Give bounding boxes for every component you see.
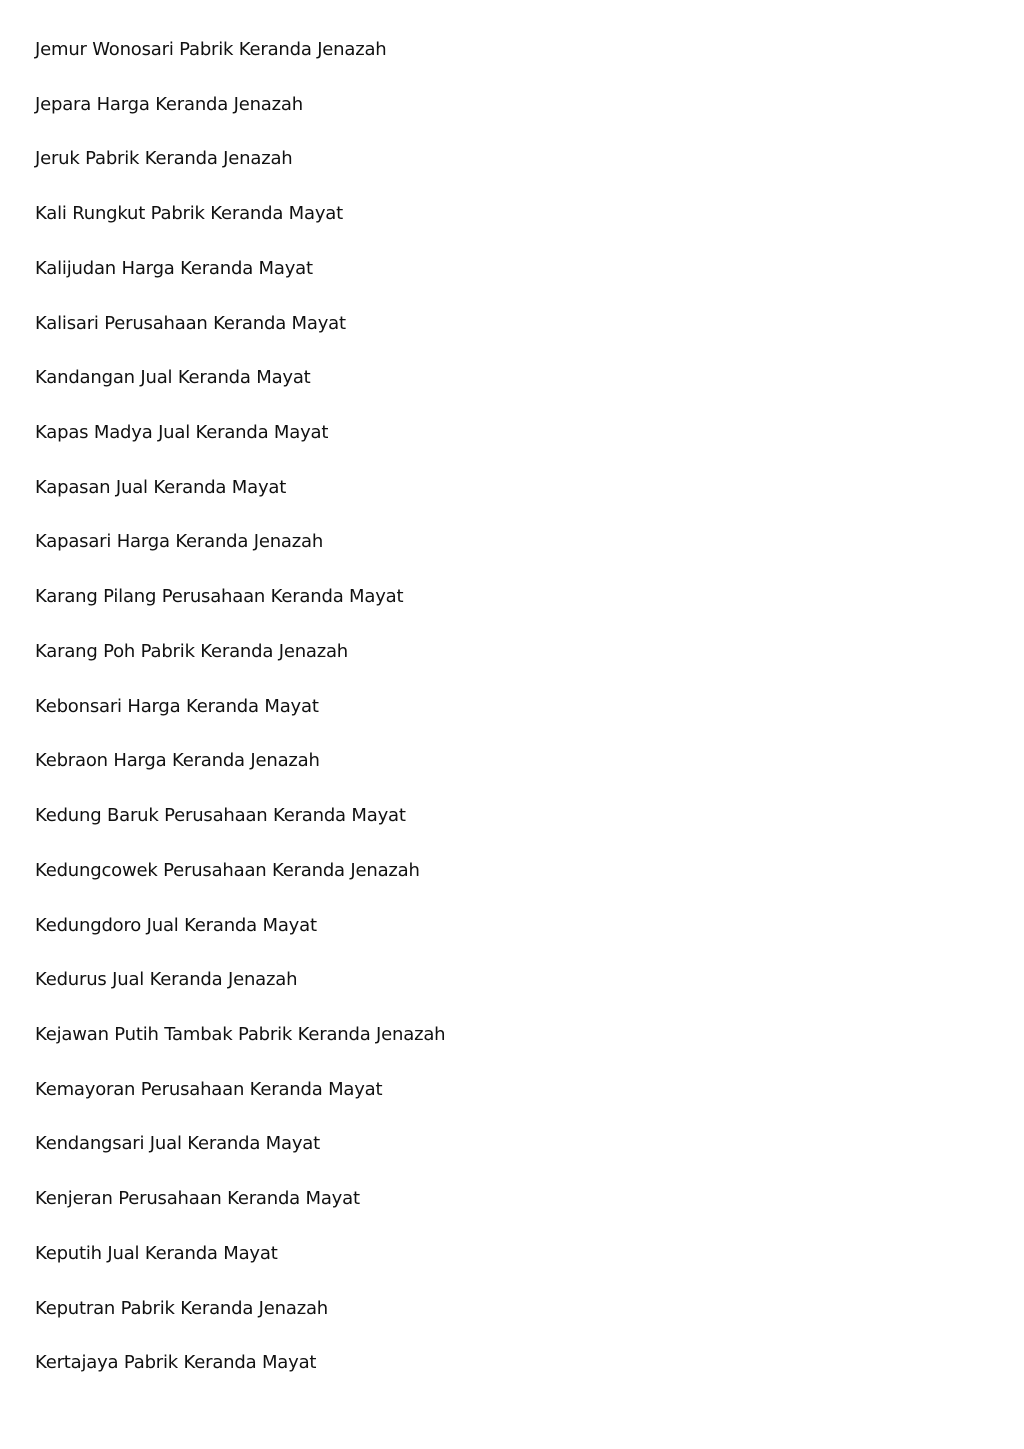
list-item: Kenjeran Perusahaan Keranda Mayat (35, 1188, 360, 1210)
list-item: Kebonsari Harga Keranda Mayat (35, 695, 319, 717)
list-item: Karang Pilang Perusahaan Keranda Mayat (35, 586, 404, 608)
list-item: Kali Rungkut Pabrik Keranda Mayat (35, 203, 343, 225)
list-item: Kemayoran Perusahaan Keranda Mayat (35, 1078, 383, 1100)
list-item: Kendangsari Jual Keranda Mayat (35, 1133, 320, 1155)
list-item: Keputran Pabrik Keranda Jenazah (35, 1297, 328, 1319)
list-item: Kejawan Putih Tambak Pabrik Keranda Jenazah (35, 1023, 446, 1045)
list-item: Kalisari Perusahaan Keranda Mayat (35, 312, 346, 334)
list-item: Kalijudan Harga Keranda Mayat (35, 257, 313, 279)
list-item: Jemur Wonosari Pabrik Keranda Jenazah (35, 39, 387, 60)
list-item: Jeruk Pabrik Keranda Jenazah (35, 148, 293, 170)
list-item: Kedung Baruk Perusahaan Keranda Mayat (35, 805, 406, 827)
keyword-list (35, 36, 445, 1404)
list-item: Kedurus Jual Keranda Jenazah (35, 969, 298, 991)
list-item: Kedungdoro Jual Keranda Mayat (35, 914, 317, 936)
list-item: Kapasan Jual Keranda Mayat (35, 476, 287, 498)
list-item: Kapasari Harga Keranda Jenazah (35, 531, 324, 553)
list-item: Karang Poh Pabrik Keranda Jenazah (35, 640, 349, 662)
list-item: Kapas Madya Jual Keranda Mayat (35, 422, 329, 444)
list-item: Kedungcowek Perusahaan Keranda Jenazah (35, 859, 420, 881)
list-item: Keputih Jual Keranda Mayat (35, 1242, 278, 1264)
list-item: Jepara Harga Keranda Jenazah (35, 93, 303, 115)
list-item: Kertajaya Pabrik Keranda Mayat (35, 1352, 317, 1374)
list-item: Kebraon Harga Keranda Jenazah (35, 750, 320, 772)
list-item: Kandangan Jual Keranda Mayat (35, 367, 311, 389)
